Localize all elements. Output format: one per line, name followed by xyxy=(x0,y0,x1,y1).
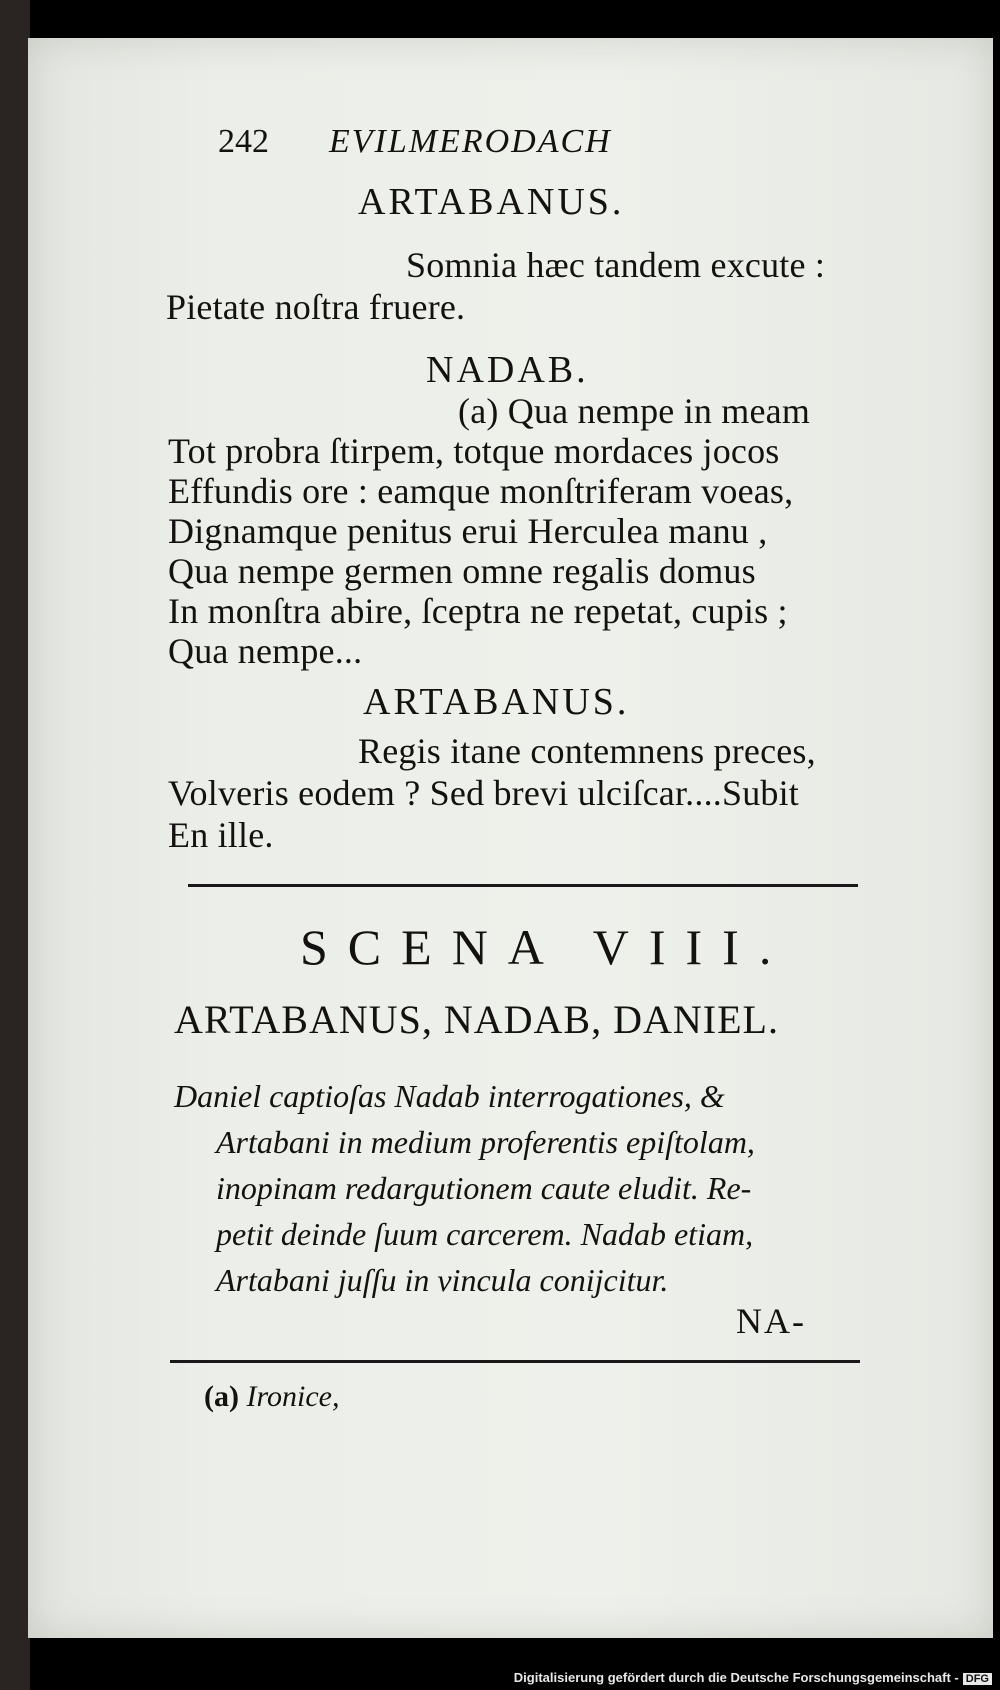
running-title: EVILMERODACH xyxy=(329,123,612,160)
scene-argument-line: inopinam redargutionem caute eludit. Re- xyxy=(216,1170,752,1206)
page-number: 242 xyxy=(218,123,269,160)
digitization-credit xyxy=(514,1670,992,1685)
dfg-logo: DFG xyxy=(963,1673,992,1685)
footnote xyxy=(204,1380,340,1414)
scene-argument-line: petit deinde ſuum carcerem. Nadab etiam, xyxy=(216,1216,754,1252)
verse-line: Volveris eodem ? Sed brevi ulciſcar....Subit xyxy=(168,773,800,813)
scene-divider-rule xyxy=(188,884,858,887)
verse-line: Regis itane contemnens preces, xyxy=(358,731,816,771)
scan-edge xyxy=(0,0,30,1690)
verse-line: Qua nempe... xyxy=(168,631,363,671)
scene-argument-line: Artabani in medium proferentis epiſtolam, xyxy=(216,1124,755,1160)
verse-line: Somnia hæc tandem excute : xyxy=(406,245,826,285)
scene-title: SCENA VIII. xyxy=(300,919,792,975)
speaker-heading: NADAB. xyxy=(426,349,589,391)
scene-argument-line: Daniel captioſas Nadab interrogationes, & xyxy=(174,1078,725,1114)
verse-line: (a) Qua nempe in meam xyxy=(458,391,811,431)
verse-line: Effundis ore : eamque monſtriferam voeas, xyxy=(168,471,794,511)
footnote-text: Ironice, xyxy=(246,1380,340,1413)
scene-argument-line: Artabani juſſu in vincula conijcitur. xyxy=(216,1262,669,1298)
page-content xyxy=(28,38,993,1638)
verse-line: Pietate noſtra fruere. xyxy=(166,287,466,327)
speaker-heading: ARTABANUS. xyxy=(358,181,625,223)
verse-line: In monſtra abire, ſceptra ne repetat, cupis ; xyxy=(168,591,788,631)
credit-text: Digitalisierung gefördert durch die Deutsche Forschungsgemeinschaft - xyxy=(513,1670,959,1685)
catchword: NA- xyxy=(736,1301,806,1341)
scene-persons: ARTABANUS, NADAB, DANIEL. xyxy=(174,997,779,1042)
footnote-marker: (a) xyxy=(204,1380,239,1413)
verse-line: En ille. xyxy=(168,815,274,855)
footnote-rule xyxy=(170,1360,860,1363)
verse-line: Tot probra ſtirpem, totque mordaces jocos xyxy=(168,431,780,471)
verse-line: Dignamque penitus erui Herculea manu , xyxy=(168,511,768,551)
running-head xyxy=(218,123,612,161)
book-page xyxy=(28,38,993,1638)
verse-line: Qua nempe germen omne regalis domus xyxy=(168,551,756,591)
speaker-heading: ARTABANUS. xyxy=(363,681,630,723)
